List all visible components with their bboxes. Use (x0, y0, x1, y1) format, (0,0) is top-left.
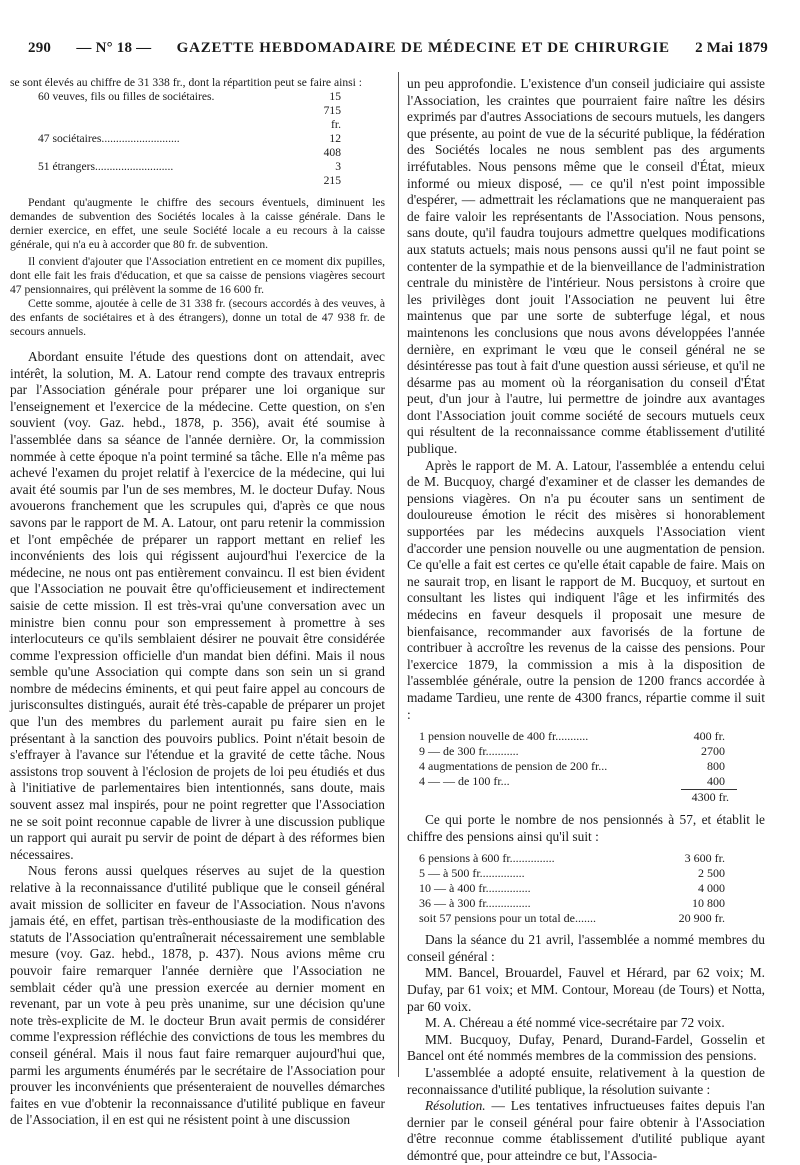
journal-title: GAZETTE HEBDOMADAIRE DE MÉDECINE ET DE CHIRURGIE (176, 40, 670, 56)
table-row-value: 400 fr. (693, 729, 725, 744)
page-header (28, 40, 768, 60)
table-row-label: 10 — à 400 fr............... (419, 881, 531, 896)
issue-date: 2 Mai 1879 (695, 40, 768, 56)
paragraph: Cette somme, ajoutée à celle de 31 338 fr. (secours accordés à des veuves, à des enfants de sociétaires et à des étrangers), donne un total de 47 938 fr. de secours annuels. (10, 297, 385, 338)
table-total: 4300 fr. (691, 790, 729, 805)
table-row-value: 3 600 fr. (684, 851, 725, 866)
table-row-label: 47 sociétaires........................... (38, 132, 180, 145)
table-row-value: 400 (707, 774, 725, 789)
paragraph: Il convient d'ajouter que l'Association entretient en ce moment dix pupilles, dont elle fait les frais d'éducation, et que sa caisse de pensions viagères secourt 47 pensionnaires, qui prélèvent la somme de 16 600 fr. (10, 255, 385, 296)
table-row-label: 5 — à 500 fr............... (419, 866, 525, 881)
paragraph (407, 1098, 765, 1164)
table-row-value: 2700 (701, 744, 725, 759)
paragraph: se sont élevés au chiffre de 31 338 fr., dont la répartition peut se faire ainsi : (10, 76, 362, 89)
table-row-label: 6 pensions à 600 fr............... (419, 851, 555, 866)
page-number: 290 (28, 40, 52, 56)
paragraph: Dans la séance du 21 avril, l'assemblée a nommé membres du conseil général : (407, 932, 765, 964)
table-row-value: 2 500 (698, 866, 725, 881)
table-row-label: 51 étrangers........................... (38, 160, 174, 173)
table-total-label: soit 57 pensions pour un total de....... (419, 911, 596, 926)
paragraph: un peu approfondie. L'existence d'un conseil judiciaire qui assiste l'Association, les craintes que pourraient faire naître les désirs exprimés par d'autres Associations de secours mutuels, les dangers que présente, au point de vue de la sécurité publique, la fédération des Sociétés locales ne nous semblent pas des arguments irréfutables. Nous pensons même que le conseil d'État, mieux informé ou mieux disposé, — ce qu'il n'est point impossible d'espérer, — admettrait les réclamations que ne manqueraient pas de faire valoir les représentants de l'Association. Nous pensons, sans doute, qu'il faudra toujours admettre quelques modifications aux statuts actuels; mais nous pensons aussi qu'il ne faut point se contenter de la sympathie et de la bienveillance de l'administration centrale du ministère de l'intérieur. Nous persistons à croire que les privilèges dont jouit l'Association ne peuvent lui être maintenus que par une sorte de subterfuge légal, et nous maintenons les conclusions que nous avons développées l'année dernière, en exprimant le vœu que le conseil général ne se désintéresse pas tout à fait d'une question aussi sérieuse, et qu'il ne désarme pas au moment où la réorganisation du conseil d'État peut, d'un jour à l'autre, lui permettre de joindre aux avantages dont l'Association jouit comme société de secours mutuels ceux qui résultent de la reconnaissance comme établissement d'utilité publique. (407, 76, 765, 457)
table-row-label: 9 — de 300 fr........... (419, 744, 519, 759)
table-row-label: 60 veuves, fils ou filles de sociétaires. (38, 90, 215, 103)
paragraph: L'assemblée a adopté ensuite, relativement à la question de reconnaissance d'utilité publique, la résolution suivante : (407, 1065, 765, 1097)
table-row-label: 36 — à 300 fr............... (419, 896, 531, 911)
column-divider (398, 72, 399, 1077)
paragraph: Nous ferons aussi quelques réserves au sujet de la question relative à la reconnaissance d'utilité publique que le conseil général avait mission de solliciter en faveur de l'Association. Nous n'avons jamais été, en effet, partisan très-enthousiaste de la modification des statuts de l'Association qu'entraînerait nécessairement une semblable mesure (voy. Gaz. hebd., 1878, p. 437). Nous avions même cru pouvoir faire remarquer l'année dernière que l'Association ne semblait céder qu'à une pression exercée au dernier moment en revenant, par un vote à peu près unanime, sur une décision qu'une note très-explicite de M. le docteur Brun avait permis de considérer comme l'expression réfléchie des convictions de tous les membres du conseil général. Mais il nous faut faire remarquer aujourd'hui que, parmi les arguments énumérés par le secrétaire de l'Association pour prouver les inconvénients que présenteraient de nouvelles démarches faites en vue d'obtenir la reconnaissance d'utilité publique en faveur de l'Association, il en est qui ne résistent point à une discussion (10, 863, 385, 1128)
resolution-text: — Les tentatives infructueuses faites depuis l'an dernier par le conseil général pour faire obtenir à l'Association d'être reconnue comme établissement d'utilité publique ayant démontré que, pour atteindre ce but, l'Associa- (407, 1098, 765, 1163)
resolution-label: Résolution. (425, 1098, 486, 1114)
paragraph: M. A. Chéreau a été nommé vice-secrétaire par 72 voix. (425, 1015, 725, 1031)
distribution-table (38, 90, 385, 188)
table-row-value: 800 (707, 759, 725, 774)
table-row-value: 10 800 (692, 896, 725, 911)
right-column (407, 76, 765, 1165)
paragraph: Pendant qu'augmente le chiffre des secours éventuels, diminuent les demandes de subvention des Sociétés locales à la caisse générale. Dans le dernier exercice, en effet, une seule Société locale a eu recours à la caisse générale, qui n'a eu à accorder que 80 fr. de subvention. (10, 196, 385, 251)
left-column (10, 76, 385, 1129)
table-row-label: 4 augmentations de pension de 200 fr... (419, 759, 608, 774)
issue-number: — N° 18 — (76, 40, 152, 56)
paragraph: MM. Bucquoy, Dufay, Penard, Durand-Fardel, Gosselin et Bancel ont été nommés membres de la commission des pensions. (407, 1031, 765, 1064)
table-row-label: 4 — — de 100 fr... (419, 774, 510, 789)
table-row-label: 1 pension nouvelle de 400 fr........... (419, 729, 589, 744)
paragraph: Après le rapport de M. A. Latour, l'assemblée a entendu celui de M. Bucquoy, chargé d'examiner et de classer les demandes de pensions viagères. On n'a pu écouter sans un sentiment de douloureuse émotion le récit des misères si honorablement supportées par les médecins auxquels l'Association vient d'accorder une pension nouvelle ou une augmentation de pension. Ce qu'elle a fait est certes ce qu'elle était capable de faire. Mais on ne saurait trop, en lisant le rapport de M. Bucquoy, et surtout en consultant les listes qui indiquent l'âge et les infirmités des médecins en faveur desquels il proposait une mesure de bienfaisance, recommander aux favorisés de la fortune de contribuer à accroître les revenus de la caisse des pensions. Pour l'exercice 1879, la commission a mis à la disposition de l'assemblée générale, outre la pension de 1200 francs accordée à madame Tardieu, une rente de 4300 francs, répartie comme il suit : (407, 457, 765, 722)
table-row-value: 15 715 fr. (323, 90, 341, 131)
pension-totals-table (419, 851, 765, 926)
pension-allocation-table (419, 729, 765, 789)
paragraph: MM. Bancel, Brouardel, Fauvel et Hérard, par 62 voix; M. Dufay, par 61 voix; et MM. Contour, Moreau (de Tours) et Notta, par 60 voix. (407, 965, 765, 1014)
table-row-value: 4 000 (698, 881, 725, 896)
table-row-value: 3 215 (323, 160, 341, 187)
table-total: 20 900 fr. (678, 911, 725, 926)
paragraph: Ce qui porte le nombre de nos pensionnés à 57, et établit le chiffre des pensions ainsi qu'il suit : (407, 812, 765, 844)
paragraph: Abordant ensuite l'étude des questions dont on attendait, avec intérêt, la solution, M. A. Latour rend compte des travaux entrepris par l'Association générale pour préparer une loi organique sur l'enseignement et l'exercice de la médecine. Cette question, on s'en souvient (voy. Gaz. hebd., 1878, p. 356), avait été soumise à l'assemblée dans sa séance de l'année dernière. Or, la commission nommée à cette époque n'a point terminé sa tâche. Elle n'a même pas achevé l'examen du projet relatif à l'exercice de la médecine, qui lui avait été soumis par l'un de ses membres, M. le docteur Dufay. Nous avouerons franchement que les scrupules qui, d'après ce que nous savons par le rapport de M. A. Latour, ont paru retenir la commission et l'ont empêchée de préparer un rapport mettant en relief les inconvénients des lois qui régissent aujourd'hui l'exercice de la médecine, ne nous ont pas entièrement convaincu. Il est bien évident que l'Association ne pouvait être qu'officieusement et indirectement saisie de cette mission. Il est très-vrai qu'une conversation avec un ministre bien connu pour son empressement à promettre à ses interlocuteurs ce qu'ils semblaient désirer ne pouvait être considérée comme l'expression officielle d'un mandat bien défini. Mais il nous semble qu'une Association qui compte dans son sein un si grand nombre de médecins éminents, et qui peut faire appel au concours de jurisconsultes distingués, aurait été très-capable de préparer un projet que l'un des membres du parlement aurait pu faire sien en le présentant à la sanction des pouvoirs publics. Point n'était besoin de s'effrayer à l'avance sur l'étendue et la gravité de cette tâche. Nous assistons trop souvent à l'éclosion de projets de loi peu étudiés et dus à l'initiative de parlementaires bien intentionnés, sans doute, mais souvent assez mal inspirés, pour ne point regretter que l'Association ne se soit point reconnue capable de livrer à une discussion publique un rapport qui aurait pu servir de point de départ à des réformes bien nécessaires. (10, 349, 385, 862)
table-row-value: 12 408 (323, 132, 341, 159)
